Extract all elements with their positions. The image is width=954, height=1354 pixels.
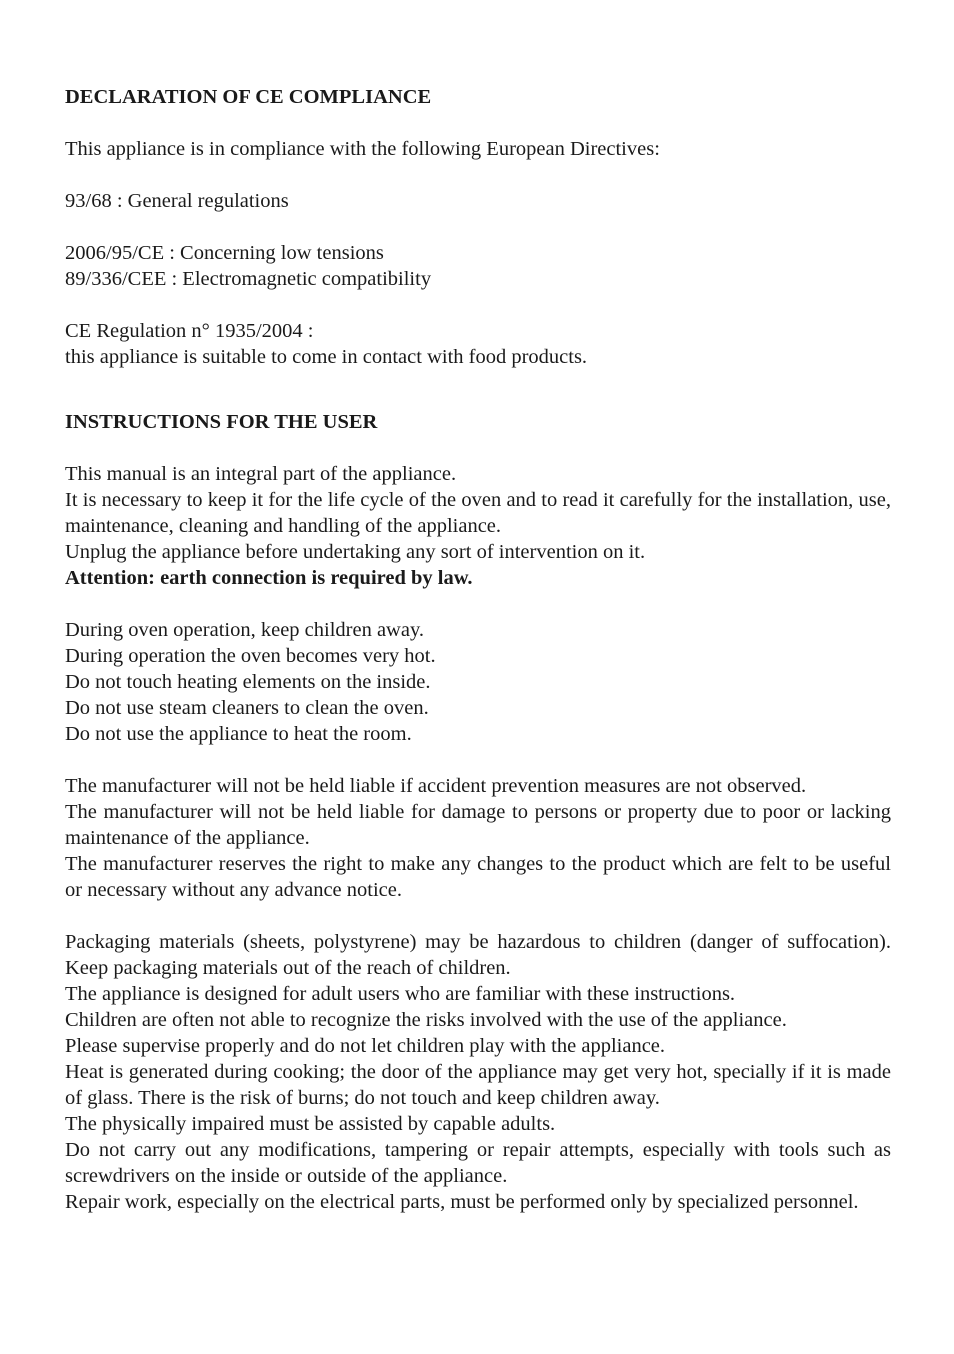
- warning-item: Heat is generated during cooking; the door of the appliance may get very hot, specially if it is made of glass. There is the risk of burns; do not touch and keep children away.: [65, 1061, 891, 1109]
- safety-item: During oven operation, keep children away.: [65, 619, 425, 641]
- unplug-note: Unplug the appliance before undertaking any sort of intervention on it.: [65, 541, 646, 563]
- food-contact-statement: this appliance is suitable to come in contact with food products.: [65, 346, 588, 368]
- ce-compliance-heading: DECLARATION OF CE COMPLIANCE: [65, 86, 432, 108]
- warning-item: Do not carry out any modifications, tampering or repair attempts, especially with tools such as screwdrivers on the inside or outside of the appliance.: [65, 1139, 891, 1187]
- warning-item: Children are often not able to recognize the risks involved with the use of the appliance.: [65, 1009, 787, 1031]
- directives-intro: This appliance is in compliance with the following European Directives:: [65, 138, 660, 160]
- general-regulations: 93/68 : General regulations: [65, 190, 289, 212]
- liability-item: The manufacturer will not be held liable if accident prevention measures are not observed.: [65, 775, 807, 797]
- warning-item: Repair work, especially on the electrical parts, must be performed only by specialized personnel.: [65, 1191, 859, 1213]
- document-page: [65, 84, 891, 1241]
- manual-keep: It is necessary to keep it for the life cycle of the oven and to read it carefully for the installation, use, maintenance, cleaning and handling of the appliance.: [65, 489, 891, 537]
- warning-item: Please supervise properly and do not let children play with the appliance.: [65, 1035, 666, 1057]
- warnings-list: [65, 929, 891, 1215]
- safety-item: During operation the oven becomes very hot.: [65, 645, 436, 667]
- food-contact-regulation: [65, 318, 891, 370]
- safety-item: Do not use steam cleaners to clean the oven.: [65, 697, 429, 719]
- warning-item: Packaging materials (sheets, polystyrene) may be hazardous to children (danger of suffocation). Keep packaging materials out of the reach of children.: [65, 931, 891, 979]
- safety-list: [65, 617, 891, 747]
- liability-item: The manufacturer reserves the right to make any changes to the product which are felt to be useful or necessary without any advance notice.: [65, 853, 891, 901]
- directives-list: [65, 240, 891, 292]
- emc-directive: 89/336/CEE : Electromagnetic compatibility: [65, 268, 432, 290]
- manual-intro: [65, 461, 891, 591]
- manual-integral: This manual is an integral part of the appliance.: [65, 463, 457, 485]
- liability-list: [65, 773, 891, 903]
- warning-item: The physically impaired must be assisted by capable adults.: [65, 1113, 556, 1135]
- regulation-number: CE Regulation n° 1935/2004 :: [65, 320, 314, 342]
- low-tension-directive: 2006/95/CE : Concerning low tensions: [65, 242, 384, 264]
- warning-item: The appliance is designed for adult users who are familiar with these instructions.: [65, 983, 736, 1005]
- section-gap: [65, 396, 891, 409]
- user-instructions-heading: INSTRUCTIONS FOR THE USER: [65, 411, 378, 433]
- safety-item: Do not use the appliance to heat the room.: [65, 723, 412, 745]
- earth-attention: Attention: earth connection is required by law.: [65, 567, 473, 589]
- liability-item: The manufacturer will not be held liable for damage to persons or property due to poor or lacking maintenance of the appliance.: [65, 801, 891, 849]
- safety-item: Do not touch heating elements on the inside.: [65, 671, 431, 693]
